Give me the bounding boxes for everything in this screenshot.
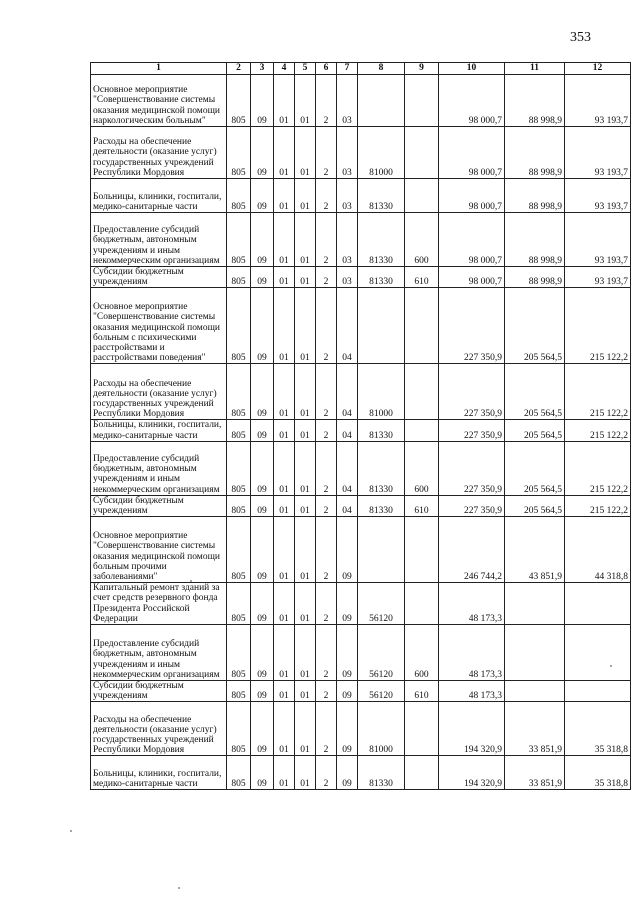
cell-col-7: 03	[337, 267, 358, 288]
cell-col-10: 227 350,9	[439, 441, 505, 495]
cell-col-4: 01	[274, 495, 295, 516]
cell-col-2: 805	[227, 364, 251, 420]
row-name: Предоставление субсидий бюджетным, автономным учреждениям и иным некоммерческим организациям	[91, 625, 227, 681]
budget-table	[90, 62, 631, 790]
cell-col-4: 01	[274, 127, 295, 179]
cell-col-11: 205 564,5	[505, 495, 565, 516]
cell-col-6: 2	[316, 179, 337, 213]
cell-col-2: 805	[227, 420, 251, 441]
column-header-5: 5	[295, 63, 316, 75]
column-header-6: 6	[316, 63, 337, 75]
cell-col-8: 81330	[358, 179, 405, 213]
cell-col-10: 98 000,7	[439, 267, 505, 288]
cell-col-8: 81000	[358, 702, 405, 756]
cell-col-3: 09	[251, 681, 274, 702]
cell-col-8	[358, 517, 405, 583]
cell-col-4: 01	[274, 179, 295, 213]
cell-col-11: 33 851,9	[505, 756, 565, 790]
cell-col-12: 215 122,2	[565, 495, 631, 516]
cell-col-10: 194 320,9	[439, 702, 505, 756]
cell-col-6: 2	[316, 213, 337, 267]
cell-col-11: 88 998,9	[505, 179, 565, 213]
cell-col-8	[358, 288, 405, 364]
cell-col-8: 81330	[358, 441, 405, 495]
cell-col-5: 01	[295, 288, 316, 364]
scan-speck	[178, 887, 180, 889]
cell-col-9: 610	[405, 267, 439, 288]
cell-col-8: 81000	[358, 364, 405, 420]
cell-col-3: 09	[251, 441, 274, 495]
cell-col-3: 09	[251, 179, 274, 213]
cell-col-4: 01	[274, 288, 295, 364]
cell-col-11: 33 851,9	[505, 702, 565, 756]
cell-col-12: 215 122,2	[565, 288, 631, 364]
cell-col-7: 03	[337, 127, 358, 179]
cell-col-10: 98 000,7	[439, 179, 505, 213]
table-row	[91, 364, 631, 420]
cell-col-2: 805	[227, 75, 251, 127]
cell-col-4: 01	[274, 625, 295, 681]
cell-col-6: 2	[316, 127, 337, 179]
cell-col-6: 2	[316, 267, 337, 288]
cell-col-12: 215 122,2	[565, 420, 631, 441]
cell-col-9: 600	[405, 213, 439, 267]
cell-col-9	[405, 756, 439, 790]
column-header-1: 1	[91, 63, 227, 75]
cell-col-6: 2	[316, 288, 337, 364]
table-row	[91, 517, 631, 583]
table-row	[91, 75, 631, 127]
row-name: Субсидии бюджетным учреждениям	[91, 681, 227, 702]
cell-col-7: 09	[337, 625, 358, 681]
scan-speck	[190, 580, 192, 582]
cell-col-12: 215 122,2	[565, 364, 631, 420]
cell-col-7: 09	[337, 756, 358, 790]
row-name: Предоставление субсидий бюджетным, автономным учреждениям и иным некоммерческим организациям	[91, 441, 227, 495]
cell-col-12	[565, 681, 631, 702]
cell-col-8: 56120	[358, 625, 405, 681]
cell-col-7: 04	[337, 420, 358, 441]
cell-col-9: 600	[405, 441, 439, 495]
cell-col-8: 81330	[358, 756, 405, 790]
column-header-11: 11	[505, 63, 565, 75]
row-name: Субсидии бюджетным учреждениям	[91, 495, 227, 516]
cell-col-5: 01	[295, 364, 316, 420]
cell-col-7: 09	[337, 583, 358, 625]
row-name: Основное мероприятие "Совершенствование системы оказания медицинской помощи наркологическим больным"	[91, 75, 227, 127]
cell-col-2: 805	[227, 213, 251, 267]
cell-col-10: 246 744,2	[439, 517, 505, 583]
row-name: Расходы на обеспечение деятельности (оказание услуг) государственных учреждений Республики Мордовия	[91, 702, 227, 756]
table-row	[91, 441, 631, 495]
cell-col-8: 81000	[358, 127, 405, 179]
cell-col-3: 09	[251, 583, 274, 625]
cell-col-3: 09	[251, 420, 274, 441]
cell-col-9	[405, 127, 439, 179]
cell-col-8: 56120	[358, 681, 405, 702]
cell-col-2: 805	[227, 179, 251, 213]
cell-col-5: 01	[295, 702, 316, 756]
cell-col-5: 01	[295, 213, 316, 267]
table-body	[91, 75, 631, 790]
cell-col-6: 2	[316, 625, 337, 681]
cell-col-6: 2	[316, 517, 337, 583]
row-name: Предоставление субсидий бюджетным, автономным учреждениям и иным некоммерческим организациям	[91, 213, 227, 267]
table-row	[91, 267, 631, 288]
column-header-2: 2	[227, 63, 251, 75]
cell-col-5: 01	[295, 75, 316, 127]
cell-col-10: 98 000,7	[439, 75, 505, 127]
cell-col-2: 805	[227, 625, 251, 681]
cell-col-5: 01	[295, 583, 316, 625]
cell-col-4: 01	[274, 420, 295, 441]
cell-col-2: 805	[227, 702, 251, 756]
cell-col-6: 2	[316, 681, 337, 702]
cell-col-12	[565, 583, 631, 625]
cell-col-3: 09	[251, 495, 274, 516]
cell-col-2: 805	[227, 583, 251, 625]
cell-col-3: 09	[251, 267, 274, 288]
cell-col-10: 227 350,9	[439, 420, 505, 441]
cell-col-5: 01	[295, 127, 316, 179]
cell-col-12: 215 122,2	[565, 441, 631, 495]
row-name: Больницы, клиники, госпитали, медико-санитарные части	[91, 756, 227, 790]
row-name: Основное мероприятие "Совершенствование системы оказания медицинской помощи больным с психическими расстройствами и расстройствами поведения"	[91, 288, 227, 364]
cell-col-10: 48 173,3	[439, 583, 505, 625]
cell-col-12: 35 318,8	[565, 702, 631, 756]
cell-col-5: 01	[295, 495, 316, 516]
row-name: Расходы на обеспечение деятельности (оказание услуг) государственных учреждений Республики Мордовия	[91, 364, 227, 420]
cell-col-4: 01	[274, 364, 295, 420]
cell-col-8: 81330	[358, 213, 405, 267]
cell-col-5: 01	[295, 420, 316, 441]
cell-col-6: 2	[316, 441, 337, 495]
cell-col-11: 205 564,5	[505, 364, 565, 420]
cell-col-7: 03	[337, 179, 358, 213]
cell-col-5: 01	[295, 441, 316, 495]
cell-col-4: 01	[274, 441, 295, 495]
row-name: Больницы, клиники, госпитали, медико-санитарные части	[91, 179, 227, 213]
cell-col-7: 09	[337, 702, 358, 756]
cell-col-9	[405, 179, 439, 213]
cell-col-6: 2	[316, 583, 337, 625]
cell-col-12: 44 318,8	[565, 517, 631, 583]
cell-col-11: 205 564,5	[505, 288, 565, 364]
cell-col-12: 93 193,7	[565, 127, 631, 179]
cell-col-9	[405, 702, 439, 756]
cell-col-5: 01	[295, 681, 316, 702]
cell-col-12: 35 318,8	[565, 756, 631, 790]
cell-col-7: 03	[337, 213, 358, 267]
cell-col-11	[505, 625, 565, 681]
cell-col-12	[565, 625, 631, 681]
table-row	[91, 756, 631, 790]
row-name: Субсидии бюджетным учреждениям	[91, 267, 227, 288]
cell-col-6: 2	[316, 75, 337, 127]
scan-speck	[610, 665, 612, 667]
cell-col-8	[358, 75, 405, 127]
column-header-3: 3	[251, 63, 274, 75]
cell-col-11: 205 564,5	[505, 420, 565, 441]
cell-col-6: 2	[316, 702, 337, 756]
cell-col-5: 01	[295, 267, 316, 288]
cell-col-8: 81330	[358, 420, 405, 441]
cell-col-11: 88 998,9	[505, 213, 565, 267]
cell-col-6: 2	[316, 495, 337, 516]
cell-col-5: 01	[295, 517, 316, 583]
cell-col-3: 09	[251, 756, 274, 790]
row-name: Основное мероприятие "Совершенствование системы оказания медицинской помощи больным прочими заболеваниями"	[91, 517, 227, 583]
cell-col-3: 09	[251, 364, 274, 420]
cell-col-10: 48 173,3	[439, 681, 505, 702]
cell-col-7: 04	[337, 441, 358, 495]
column-header-4: 4	[274, 63, 295, 75]
cell-col-4: 01	[274, 756, 295, 790]
cell-col-9	[405, 75, 439, 127]
cell-col-5: 01	[295, 756, 316, 790]
cell-col-2: 805	[227, 756, 251, 790]
cell-col-2: 805	[227, 288, 251, 364]
cell-col-9: 610	[405, 681, 439, 702]
cell-col-2: 805	[227, 441, 251, 495]
table-row	[91, 179, 631, 213]
cell-col-10: 98 000,7	[439, 213, 505, 267]
table-row	[91, 625, 631, 681]
cell-col-12: 93 193,7	[565, 179, 631, 213]
cell-col-6: 2	[316, 420, 337, 441]
cell-col-3: 09	[251, 517, 274, 583]
cell-col-4: 01	[274, 75, 295, 127]
cell-col-9	[405, 364, 439, 420]
cell-col-11: 205 564,5	[505, 441, 565, 495]
cell-col-7: 09	[337, 517, 358, 583]
row-name: Больницы, клиники, госпитали, медико-санитарные части	[91, 420, 227, 441]
column-header-8: 8	[358, 63, 405, 75]
cell-col-6: 2	[316, 364, 337, 420]
cell-col-9: 600	[405, 625, 439, 681]
cell-col-3: 09	[251, 127, 274, 179]
cell-col-3: 09	[251, 288, 274, 364]
table-row	[91, 681, 631, 702]
cell-col-9	[405, 420, 439, 441]
cell-col-2: 805	[227, 267, 251, 288]
cell-col-2: 805	[227, 681, 251, 702]
cell-col-9	[405, 517, 439, 583]
cell-col-2: 805	[227, 495, 251, 516]
table-row	[91, 702, 631, 756]
cell-col-11: 43 851,9	[505, 517, 565, 583]
cell-col-11: 88 998,9	[505, 75, 565, 127]
cell-col-11: 88 998,9	[505, 267, 565, 288]
table-row	[91, 495, 631, 516]
table-row	[91, 127, 631, 179]
cell-col-11	[505, 681, 565, 702]
cell-col-4: 01	[274, 583, 295, 625]
cell-col-5: 01	[295, 625, 316, 681]
column-header-12: 12	[565, 63, 631, 75]
page-number: 353	[570, 30, 591, 45]
cell-col-7: 04	[337, 364, 358, 420]
cell-col-7: 04	[337, 495, 358, 516]
cell-col-9	[405, 288, 439, 364]
cell-col-2: 805	[227, 127, 251, 179]
cell-col-4: 01	[274, 702, 295, 756]
cell-col-3: 09	[251, 75, 274, 127]
cell-col-10: 227 350,9	[439, 364, 505, 420]
cell-col-3: 09	[251, 625, 274, 681]
table-row	[91, 420, 631, 441]
cell-col-12: 93 193,7	[565, 75, 631, 127]
cell-col-4: 01	[274, 213, 295, 267]
cell-col-12: 93 193,7	[565, 267, 631, 288]
cell-col-10: 98 000,7	[439, 127, 505, 179]
cell-col-11	[505, 583, 565, 625]
cell-col-10: 194 320,9	[439, 756, 505, 790]
cell-col-8: 81330	[358, 495, 405, 516]
header-row	[91, 63, 631, 75]
cell-col-10: 48 173,3	[439, 625, 505, 681]
cell-col-8: 81330	[358, 267, 405, 288]
row-name: Расходы на обеспечение деятельности (оказание услуг) государственных учреждений Республики Мордовия	[91, 127, 227, 179]
cell-col-3: 09	[251, 213, 274, 267]
cell-col-10: 227 350,9	[439, 288, 505, 364]
cell-col-12: 93 193,7	[565, 213, 631, 267]
cell-col-7: 04	[337, 288, 358, 364]
cell-col-9	[405, 583, 439, 625]
table-row	[91, 213, 631, 267]
cell-col-4: 01	[274, 681, 295, 702]
cell-col-6: 2	[316, 756, 337, 790]
table-row	[91, 583, 631, 625]
table-row	[91, 288, 631, 364]
scan-speck	[70, 830, 72, 832]
row-name: Капитальный ремонт зданий за счет средств резервного фонда Президента Российской Федерации	[91, 583, 227, 625]
cell-col-4: 01	[274, 517, 295, 583]
column-header-10: 10	[439, 63, 505, 75]
cell-col-4: 01	[274, 267, 295, 288]
cell-col-11: 88 998,9	[505, 127, 565, 179]
cell-col-3: 09	[251, 702, 274, 756]
column-header-7: 7	[337, 63, 358, 75]
cell-col-5: 01	[295, 179, 316, 213]
cell-col-8: 56120	[358, 583, 405, 625]
cell-col-9: 610	[405, 495, 439, 516]
cell-col-7: 09	[337, 681, 358, 702]
cell-col-7: 03	[337, 75, 358, 127]
cell-col-10: 227 350,9	[439, 495, 505, 516]
column-header-9: 9	[405, 63, 439, 75]
cell-col-2: 805	[227, 517, 251, 583]
